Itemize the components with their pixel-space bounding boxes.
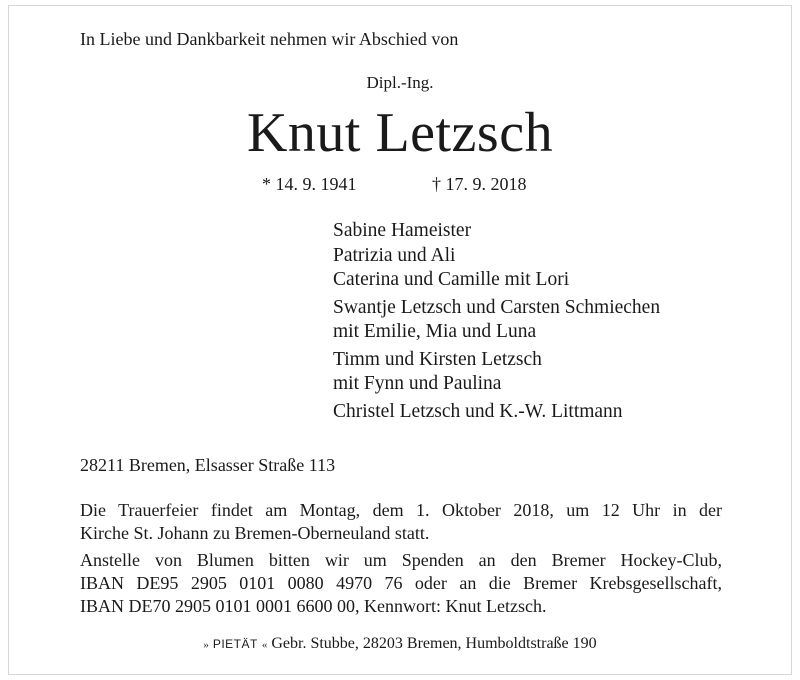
funeral-home-brand: PIETÄT <box>212 637 258 651</box>
mourner-group <box>333 219 660 293</box>
donation-line: Anstelle von Blumen bitten wir um Spenden an den Bremer Hockey-Club, <box>80 550 722 570</box>
birth-date: * 14. 9. 1941 <box>262 174 357 194</box>
mourner-line: mit Emilie, Mia und Luna <box>333 321 537 342</box>
mourner-line: mit Fynn und Paulina <box>333 373 502 394</box>
mourners-list <box>333 219 660 427</box>
mourner-line: Christel Letzsch und K.-W. Littmann <box>333 400 623 422</box>
intro-text: In Liebe und Dankbarkeit nehmen wir Abschied von <box>80 29 459 49</box>
mourner-group <box>333 348 660 397</box>
ceremony-paragraph <box>80 499 722 545</box>
quote-open-mark: » <box>203 639 209 651</box>
funeral-home-details: Gebr. Stubbe, 28203 Bremen, Humboldtstraße 190 <box>271 635 597 652</box>
donation-line: IBAN DE95 2905 0101 0080 4970 76 oder an die Bremer Krebsgesellschaft, <box>80 573 722 593</box>
funeral-home-footer <box>0 633 800 656</box>
donation-line: IBAN DE70 2905 0101 0001 6600 00, Kennwort: Knut Letzsch. <box>80 596 547 616</box>
mourner-line: Patrizia und Ali <box>333 244 456 266</box>
mourner-line: Swantje Letzsch und Carsten Schmiechen <box>333 296 661 318</box>
mourner-group <box>333 400 660 425</box>
donation-paragraph <box>80 549 722 618</box>
ceremony-line: Die Trauerfeier findet am Montag, dem 1. Oktober 2018, um 12 Uhr in der <box>80 500 722 520</box>
ceremony-line: Kirche St. Johann zu Bremen-Oberneuland statt. <box>80 523 430 543</box>
mourner-line: Timm und Kirsten Letzsch <box>333 348 542 370</box>
quote-close-mark: « <box>261 639 268 651</box>
family-address: 28211 Bremen, Elsasser Straße 113 <box>80 455 336 475</box>
mourner-line: Caterina und Camille mit Lori <box>333 269 570 290</box>
death-date: † 17. 9. 2018 <box>432 174 527 194</box>
mourner-line: Sabine Hameister <box>333 220 472 241</box>
mourner-group <box>333 296 660 345</box>
academic-title: Dipl.-Ing. <box>366 73 434 92</box>
deceased-name: Knut Letzsch <box>246 102 554 164</box>
